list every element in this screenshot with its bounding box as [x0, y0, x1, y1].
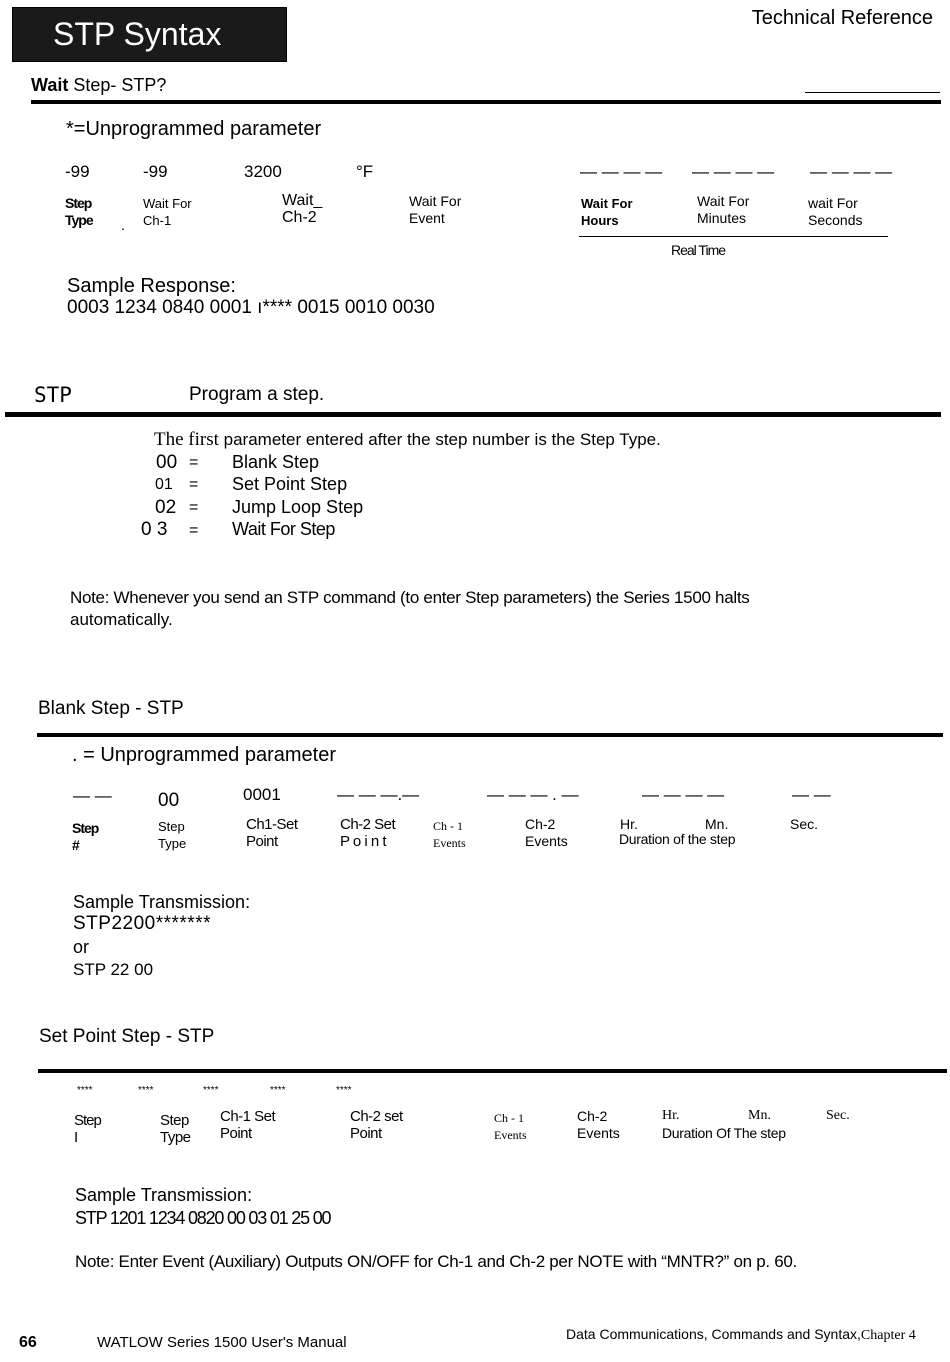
blank-step-value: 0001 [243, 785, 281, 804]
stp-rule [5, 412, 941, 417]
wait-query-sample-label: Sample Response: [67, 275, 236, 297]
realtime-label: Real Time [671, 242, 726, 258]
wait-query-title [31, 74, 166, 96]
blank-step-label: Sec. [790, 816, 819, 832]
wait-query-rule [31, 100, 941, 104]
blank-step-label: Ch-2 Events [525, 816, 568, 849]
set-point-step-sample-label: Sample Transmission: [75, 1185, 253, 1205]
set-point-step-note: Note: Enter Event (Auxiliary) Outputs ON/OFF for Ch-1 and Ch-2 per NOTE with “MNTR?” on p. 60. [75, 1252, 797, 1271]
step-type-eq: = [189, 499, 199, 516]
set-point-step-title: Set Point Step - STP [39, 1026, 215, 1047]
stp-description: Program a step. [189, 384, 325, 405]
set-point-step-value: **** [270, 1085, 286, 1096]
step-type-eq: = [189, 522, 199, 539]
blank-step-value: — — [792, 785, 831, 804]
set-point-step-rule [38, 1069, 947, 1073]
set-point-step-label: Ch-2 Events [577, 1108, 620, 1141]
blank-step-label: Ch1-Set Point [246, 816, 298, 850]
step-type-eq: = [189, 476, 199, 493]
blank-step-value: — — —.— [337, 785, 420, 804]
wait-query-label: Wait For Hours [581, 196, 633, 228]
footer-chapter: Chapter 4 [860, 1328, 916, 1343]
wait-query-value: — — — — [692, 162, 775, 181]
step-type-name: Wait For Step [232, 519, 335, 539]
stp-command: STP [34, 383, 72, 407]
wait-query-value: -99 [143, 162, 168, 181]
blank-step-rule [37, 733, 943, 737]
step-type-eq: = [189, 454, 199, 471]
set-point-step-label: Sec. [826, 1108, 850, 1123]
set-point-step-value: **** [203, 1085, 219, 1096]
wait-query-top-rule-short [805, 92, 940, 93]
realtime-rule [579, 236, 888, 237]
set-point-step-value: **** [138, 1085, 154, 1096]
stp-intro [154, 429, 661, 451]
blank-step-value: — — — . — [487, 785, 579, 804]
blank-step-label: Mn. [705, 816, 729, 832]
header-badge-text: STP Syntax [53, 16, 222, 52]
step-type-name: Blank Step [232, 452, 320, 472]
wait-query-label-dot: . [121, 217, 125, 233]
blank-step-title: Blank Step - STP [38, 698, 184, 719]
stp-intro-rest: parameter entered after the step number is the Step Type. [223, 430, 661, 449]
set-point-step-label: Step I [74, 1112, 101, 1146]
step-type-name: Set Point Step [232, 474, 348, 494]
wait-query-title-bold: Wait [31, 75, 69, 95]
set-point-step-duration: Duration Of The step [662, 1125, 786, 1141]
wait-query-title-rest: Step- STP? [73, 75, 167, 95]
set-point-step-label: Ch - 1 Events [494, 1111, 527, 1142]
blank-step-sample-alt: STP 22 00 [73, 960, 154, 979]
wait-query-label: Wait For Ch-1 [143, 196, 192, 228]
blank-step-unprogrammed: . = Unprogrammed parameter [72, 744, 337, 766]
set-point-step-value: **** [77, 1085, 93, 1096]
wait-query-value: — — — — [580, 162, 663, 181]
wait-query-value: 3200 [244, 162, 282, 181]
blank-step-value: — — [73, 786, 112, 805]
set-point-step-label: Hr. [662, 1108, 680, 1123]
wait-query-label: wait For Seconds [808, 195, 863, 228]
wait-query-unprogrammed: *=Unprogrammed parameter [66, 118, 322, 140]
footer-section [566, 1325, 916, 1345]
blank-step-value: 00 [158, 790, 180, 811]
set-point-step-label: Step Type [160, 1112, 191, 1146]
wait-query-label: Wait For Event [409, 193, 462, 226]
blank-step-or: or [73, 937, 90, 957]
blank-step-label: Step Type [158, 819, 187, 851]
stp-intro-serif: The first [154, 429, 219, 450]
wait-query-sample-value: 0003 1234 0840 0001 ı**** 0015 0010 0030 [67, 297, 435, 318]
footer-section-text: Data Communications, Commands and Syntax, [566, 1326, 861, 1342]
blank-step-sample-label: Sample Transmission: [73, 892, 251, 912]
blank-step-duration: Duration of the step [619, 831, 736, 847]
wait-query-value: °F [356, 162, 374, 181]
set-point-step-label: Ch-1 Set Point [220, 1108, 276, 1142]
footer-page-number: 66 [19, 1334, 37, 1351]
wait-query-label: Wait_ Ch-2 [282, 192, 323, 226]
step-type-name: Jump Loop Step [232, 497, 364, 517]
blank-step-label: Ch-2 Set P o i n t [340, 816, 396, 850]
step-type-code: 01 [155, 476, 173, 493]
blank-step-label: Step # [72, 820, 99, 853]
wait-query-value: -99 [65, 162, 90, 181]
stp-note-line1: Note: Whenever you send an STP command (to enter Step parameters) the Series 1500 halts [70, 588, 750, 607]
set-point-step-sample-value: STP 1201 1234 0820 00 03 01 25 00 [75, 1208, 331, 1228]
step-type-code: 0 3 [141, 519, 168, 540]
step-type-code: 02 [155, 497, 177, 518]
set-point-step-value: **** [336, 1085, 352, 1096]
wait-query-label: Wait For Minutes [697, 193, 750, 226]
blank-step-label: Hr. [620, 816, 638, 832]
wait-query-label: Step Type [65, 195, 93, 228]
set-point-step-label: Ch-2 set Point [350, 1108, 403, 1142]
blank-step-sample-value: STP2200******* [73, 913, 211, 934]
set-point-step-label: Mn. [748, 1108, 771, 1123]
header-right-text: Technical Reference [751, 7, 933, 29]
footer-manual: WATLOW Series 1500 User's Manual [97, 1334, 347, 1351]
blank-step-value: — — — — [642, 785, 725, 804]
step-type-code: 00 [156, 452, 178, 473]
stp-note-line2: automatically. [70, 610, 173, 629]
blank-step-label: Ch - 1 Events [433, 819, 466, 850]
wait-query-value: — — — — [810, 162, 893, 181]
